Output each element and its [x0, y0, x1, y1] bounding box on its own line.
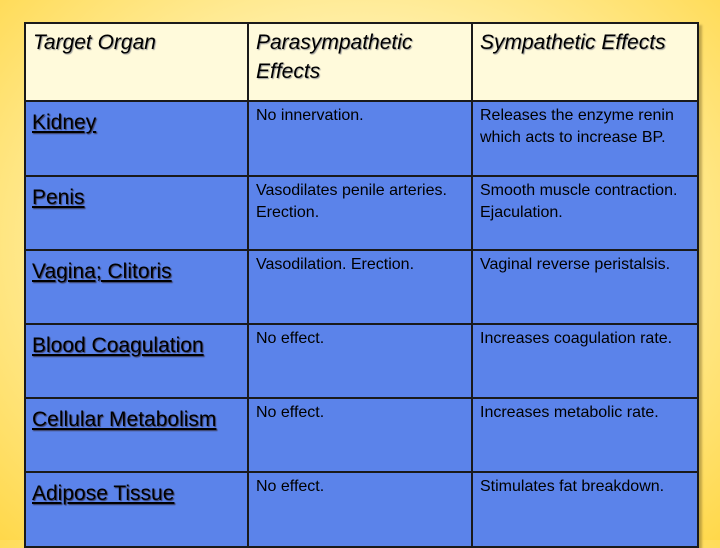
sympathetic-cell: Releases the enzyme renin which acts to increase BP. [472, 101, 698, 176]
table-row [25, 398, 698, 472]
organ-cell: Blood Coagulation [25, 324, 248, 398]
table-row [25, 101, 698, 176]
parasympathetic-cell: Vasodilates penile arteries. Erection. [248, 176, 472, 250]
table-header-row [25, 23, 698, 101]
sympathetic-cell: Smooth muscle contraction. Ejaculation. [472, 176, 698, 250]
sympathetic-cell: Increases metabolic rate. [472, 398, 698, 472]
header-parasympathetic-effects: Parasympathetic Effects [248, 23, 472, 101]
organ-effects-table [24, 22, 699, 548]
table-row [25, 472, 698, 547]
table-row [25, 250, 698, 324]
parasympathetic-cell: No innervation. [248, 101, 472, 176]
header-sympathetic-effects: Sympathetic Effects [472, 23, 698, 101]
table-row [25, 324, 698, 398]
organ-cell: Kidney [25, 101, 248, 176]
sympathetic-cell: Increases coagulation rate. [472, 324, 698, 398]
organ-cell: Vagina; Clitoris [25, 250, 248, 324]
organ-cell: Penis [25, 176, 248, 250]
header-target-organ: Target Organ [25, 23, 248, 101]
parasympathetic-cell: No effect. [248, 324, 472, 398]
table-row [25, 176, 698, 250]
sympathetic-cell: Vaginal reverse peristalsis. [472, 250, 698, 324]
organ-cell: Adipose Tissue [25, 472, 248, 547]
parasympathetic-cell: Vasodilation. Erection. [248, 250, 472, 324]
parasympathetic-cell: No effect. [248, 398, 472, 472]
organ-cell: Cellular Metabolism [25, 398, 248, 472]
sympathetic-cell: Stimulates fat breakdown. [472, 472, 698, 547]
parasympathetic-cell: No effect. [248, 472, 472, 547]
